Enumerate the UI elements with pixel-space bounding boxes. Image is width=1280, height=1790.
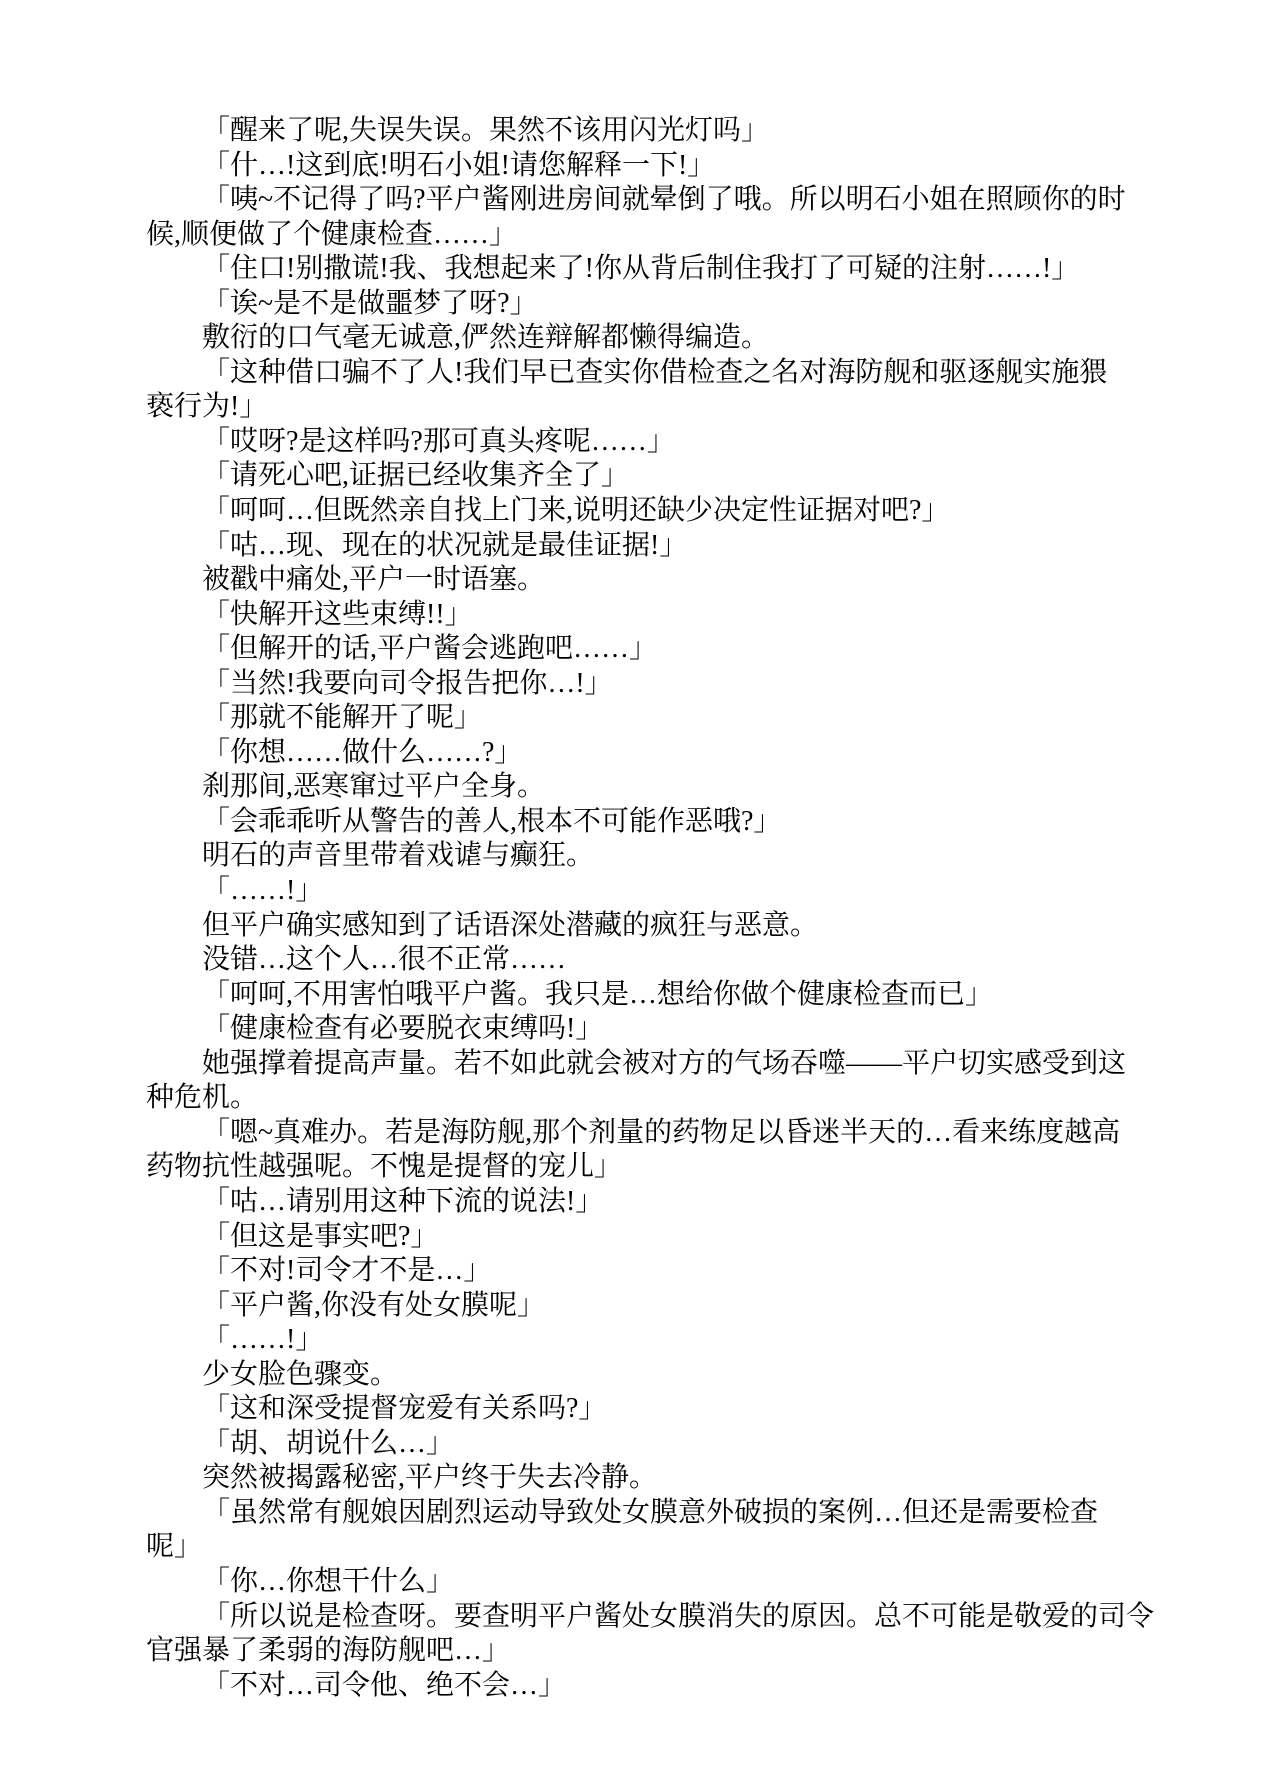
text-line: 「不对!司令才不是…」	[202, 1255, 492, 1287]
text-line: 药物抗性越强呢。不愧是提督的宠儿」	[146, 1151, 623, 1183]
text-line: 少女脸色骤变。	[202, 1358, 399, 1390]
text-line: 「……!」	[202, 1324, 324, 1356]
text-line: 敷衍的口气毫无诚意,俨然连辩解都懒得编造。	[202, 322, 770, 354]
text-line: 突然被揭露秘密,平户终于失去冷静。	[202, 1462, 658, 1494]
text-line: 被戳中痛处,平户一时语塞。	[202, 564, 546, 596]
text-line: 「嗯~真难办。若是海防舰,那个剂量的药物足以昏迷半天的…看来练度越高	[202, 1116, 1121, 1148]
text-line: 「你想……做什么……?」	[202, 736, 523, 768]
text-line: 「平户酱,你没有处女膜呢」	[202, 1289, 546, 1321]
text-line: 「所以说是检查呀。要查明平户酱处女膜消失的原因。总不可能是敬爱的司令	[202, 1600, 1155, 1632]
text-line: 「健康检查有必要脱衣束缚吗!」	[202, 1013, 604, 1045]
text-line: 「呵呵,不用害怕哦平户酱。我只是…想给你做个健康检查而已」	[202, 978, 994, 1010]
text-line: 「咕…请别用这种下流的说法!」	[202, 1185, 604, 1217]
text-line: 「这种借口骗不了人!我们早已查实你借检查之名对海防舰和驱逐舰实施猥	[202, 356, 1108, 388]
text-line: 「那就不能解开了呢」	[202, 702, 483, 734]
text-line: 「什…!这到底!明石小姐!请您解释一下!」	[202, 149, 716, 181]
text-line: 她强撑着提高声量。若不如此就会被对方的气场吞噬——平户切实感受到这	[202, 1047, 1127, 1079]
text-line: 「你…你想干什么」	[202, 1565, 455, 1597]
text-line: 没错…这个人…很不正常……	[202, 944, 567, 976]
text-line: 「虽然常有舰娘因剧烈运动导致处女膜意外破损的案例…但还是需要检查	[202, 1496, 1099, 1528]
text-line: 刹那间,恶寒窜过平户全身。	[202, 771, 546, 803]
text-line: 「这和深受提督宠爱有关系吗?」	[202, 1393, 607, 1425]
text-line: 「快解开这些束缚!!」	[202, 598, 473, 630]
text-body	[146, 114, 1155, 1703]
text-line: 「呵呵…但既然亲自找上门来,说明还缺少决定性证据对吧?」	[202, 495, 950, 527]
text-line: 「当然!我要向司令报告把你…!」	[202, 667, 613, 699]
text-line: 「但解开的话,平户酱会逃跑吧……」	[202, 633, 658, 665]
text-line: 候,顺便做了个健康检查……」	[146, 218, 518, 250]
text-line: 亵行为!」	[146, 391, 268, 423]
text-line: 「胡、胡说什么…」	[202, 1427, 455, 1459]
text-line: 官强暴了柔弱的海防舰吧…」	[146, 1635, 511, 1667]
text-line: 明石的声音里带着戏谑与癫狂。	[202, 840, 595, 872]
text-line: 「……!」	[202, 875, 324, 907]
text-line: 「住口!别撒谎!我、我想起来了!你从背后制住我打了可疑的注射……!」	[202, 253, 1080, 285]
text-line: 「哎呀?是这样吗?那可真头疼呢……」	[202, 425, 675, 457]
text-line: 「请死心吧,证据已经收集齐全了」	[202, 460, 630, 492]
text-line: 「但这是事实吧?」	[202, 1220, 439, 1252]
text-line: 种危机。	[146, 1082, 259, 1114]
text-line: 「会乖乖听从警告的善人,根本不可能作恶哦?」	[202, 805, 782, 837]
text-line: 呢」	[146, 1531, 203, 1563]
text-line: 「诶~是不是做噩梦了呀?」	[202, 287, 538, 319]
text-line: 「不对…司令他、绝不会…」	[202, 1669, 567, 1701]
text-line: 「醒来了呢,失误失误。果然不该用闪光灯吗」	[202, 115, 770, 146]
text-line: 「咦~不记得了吗?平户酱刚进房间就晕倒了哦。所以明石小姐在照顾你的时	[202, 184, 1126, 216]
text-line: 但平户确实感知到了话语深处潜藏的疯狂与恶意。	[202, 909, 819, 941]
text-line: 「咕…现、现在的状况就是最佳证据!」	[202, 529, 688, 561]
